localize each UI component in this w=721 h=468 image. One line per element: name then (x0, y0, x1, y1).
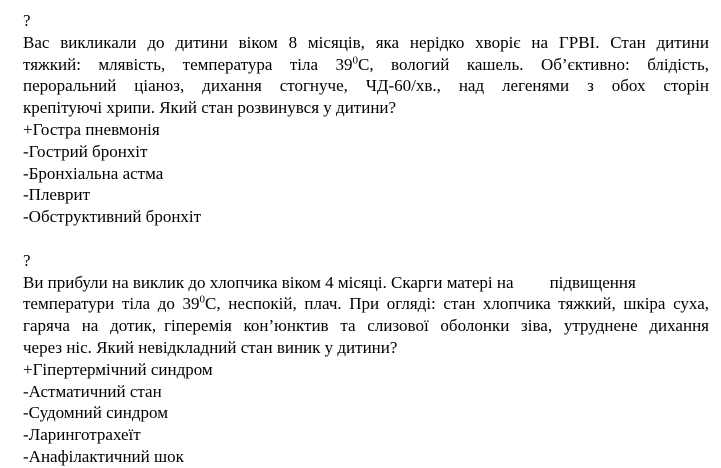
question-text-line: температури тіла до $39^0С$, неспокій, плач. При огляді: стан хлопчика тяжкий, шкіра суха, (23, 293, 709, 314)
question-text-line: крепітуючі хрипи. Який стан розвинувся у дитини? (23, 98, 397, 118)
question-text-line: через ніс. Який невідкладний стан виник у дитини? (23, 337, 398, 357)
answer-option: -Бронхіальна астма (23, 163, 164, 183)
answer-correct: +Гостра пневмонія (23, 119, 160, 139)
question-text-line: Ви прибули на виклик до хлопчика віком 4 місяці. Скарги матері на підвищення (23, 272, 636, 292)
question-text-line: гаряча на дотик, гіперемія кон’юнктив та слизової оболонки зіва, утруднене дихання (23, 316, 709, 336)
question-marker: ? (23, 11, 31, 30)
blank-line (23, 228, 709, 250)
answer-correct: +Гіпертермічний синдром (23, 359, 213, 379)
answer-option: -Ларинготрахеїт (23, 425, 141, 445)
question-marker: ? (23, 250, 31, 270)
answer-option: -Анафілактичний шок (23, 446, 184, 466)
document-body (23, 10, 709, 468)
answer-option: -Гострий бронхіт (23, 141, 148, 161)
answer-option: -Судомний синдром (23, 403, 168, 423)
question-text-line: пероральний ціаноз, дихання стогнуче, ЧД-60/хв., над легенями з обох сторін (23, 76, 709, 96)
superscript-degree: 0 (199, 293, 205, 306)
question-text-line: Вас викликали до дитини віком 8 місяців, яка нерідко хворіє на ГРВІ. Стан дитини (23, 32, 709, 52)
answer-option: -Обструктивний бронхіт (23, 207, 202, 227)
superscript-degree: 0 (352, 53, 358, 66)
answer-option: -Плеврит (23, 185, 91, 205)
question-text-line: тяжкий: млявість, температура тіла $39^0С$, вологий кашель. Об’єктивно: блідість, (23, 53, 709, 74)
answer-option: -Астматичний стан (23, 381, 162, 401)
